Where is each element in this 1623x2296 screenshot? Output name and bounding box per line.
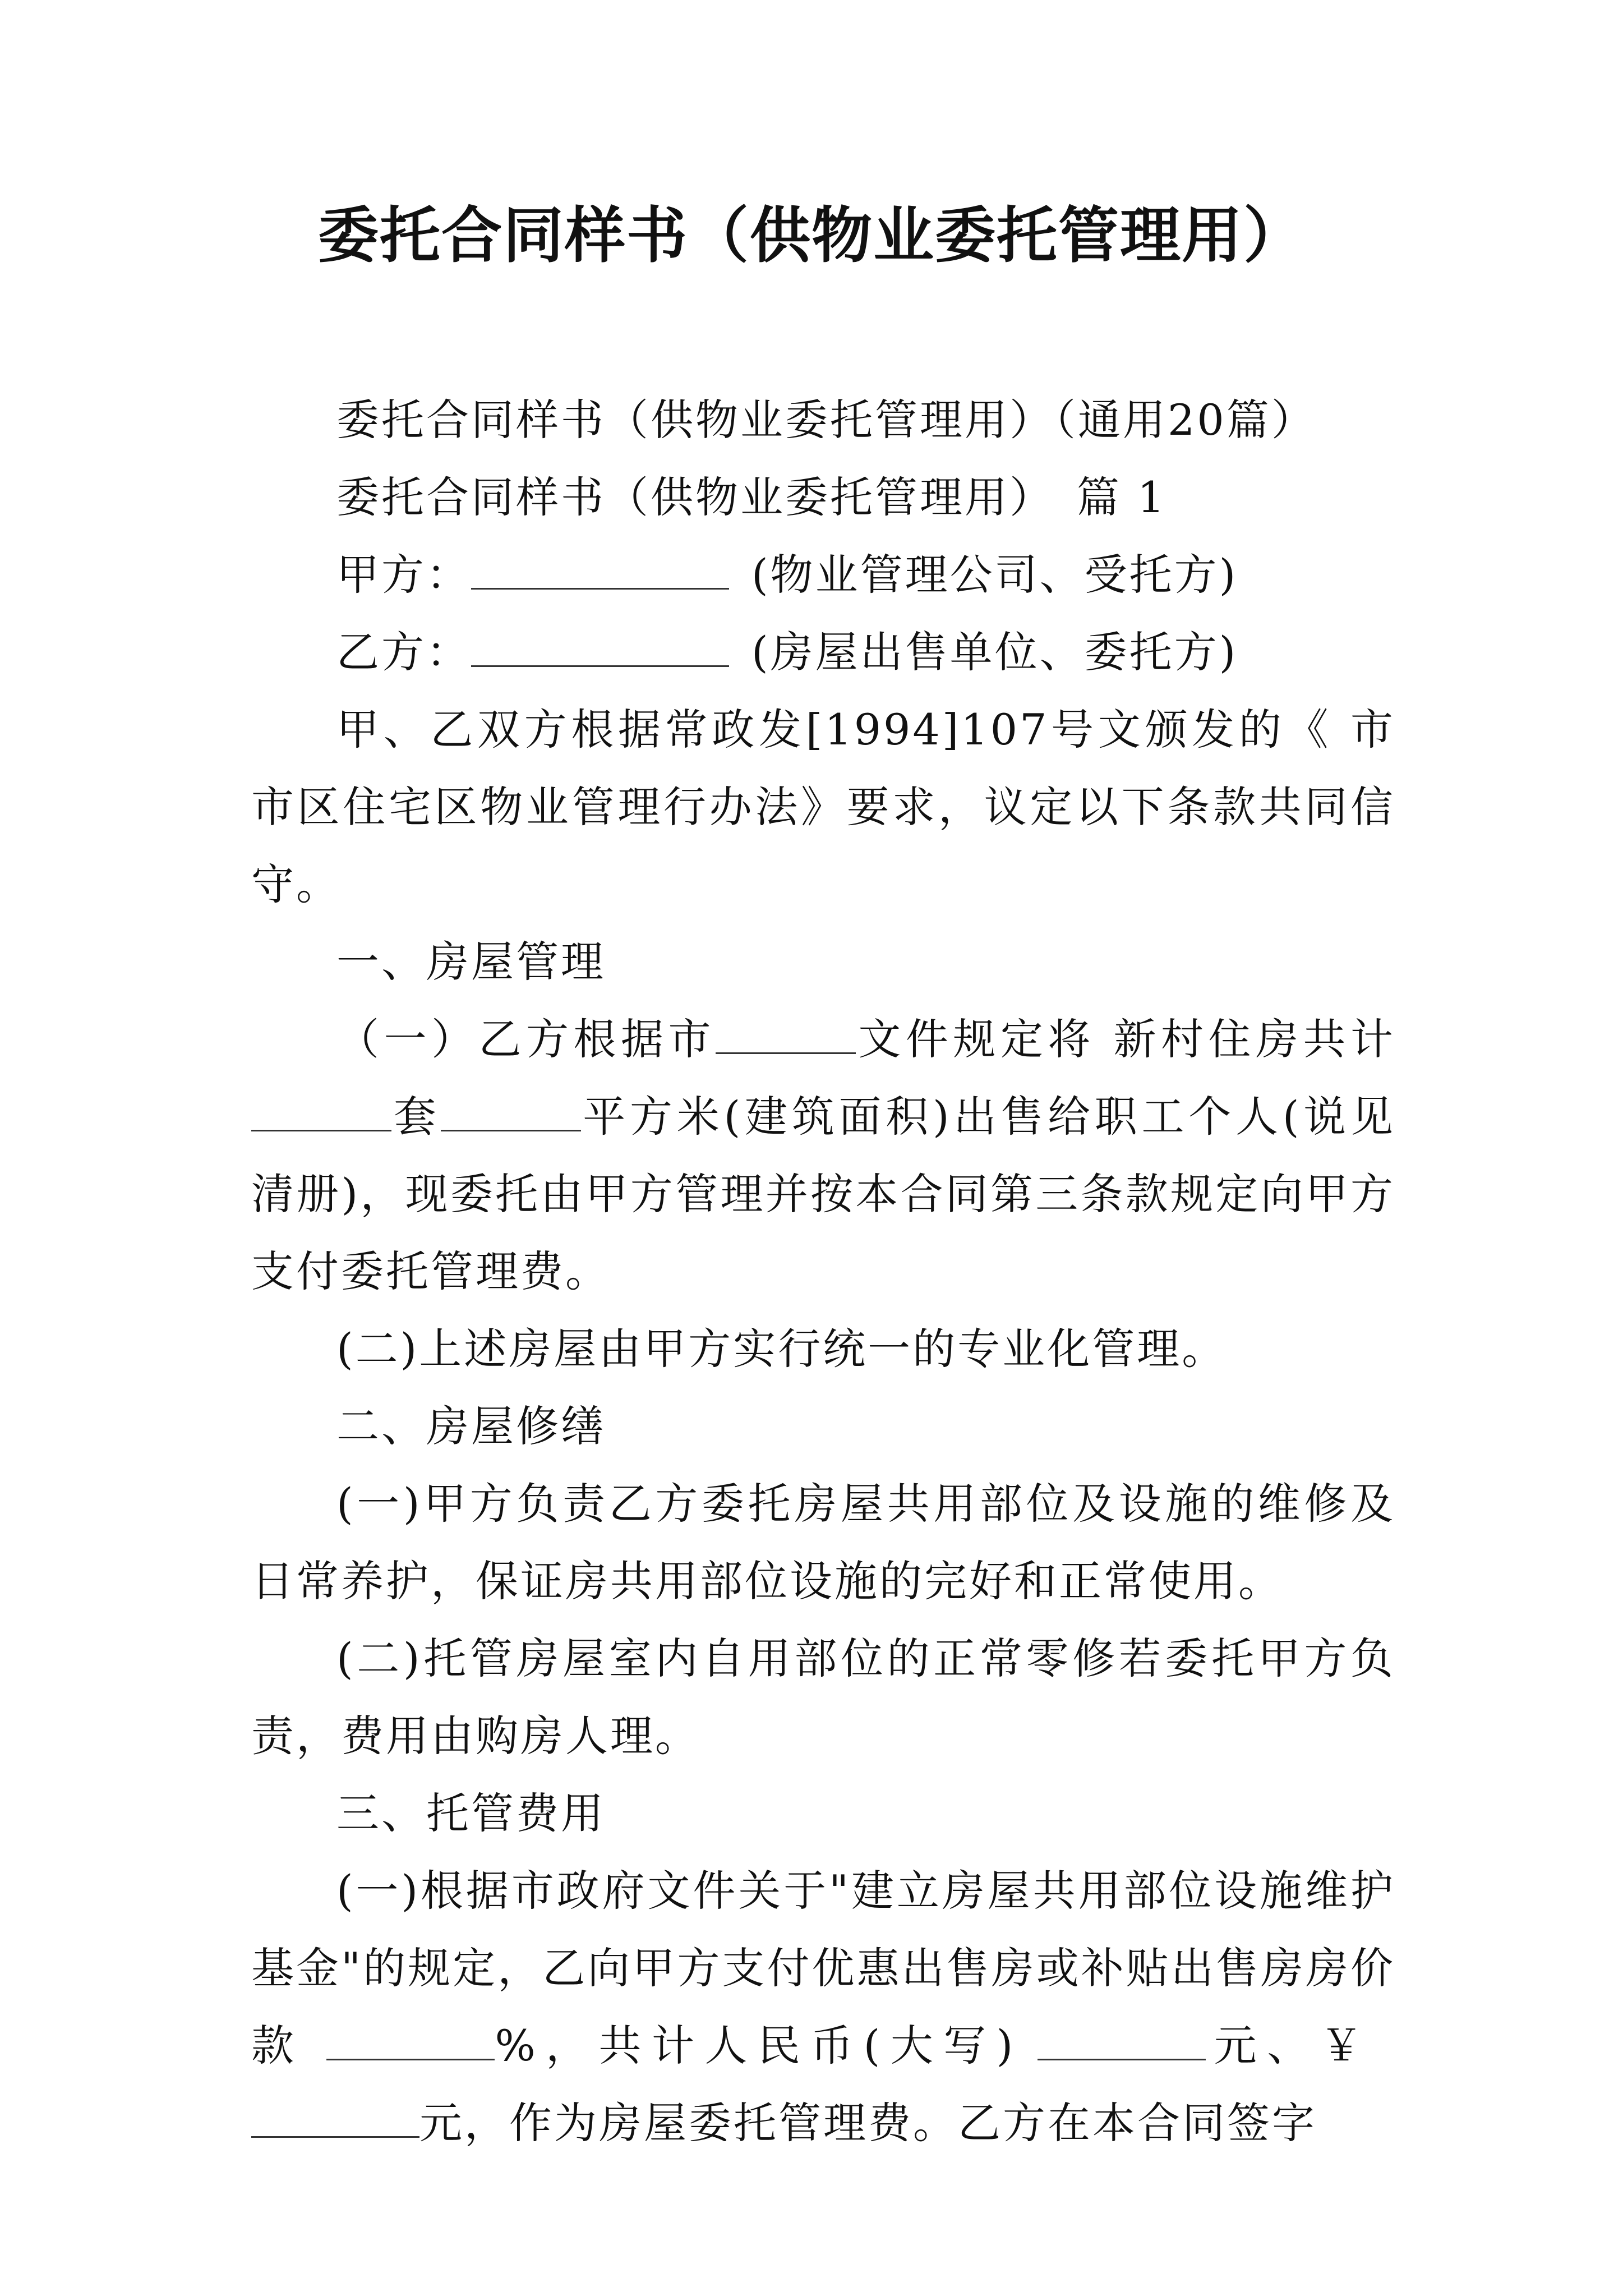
party-b-label: 乙方：: [336, 627, 471, 677]
heading-all: 委托合同样书（供物业委托管理用）（通用20篇）: [336, 395, 1316, 445]
section-1-title: 一、房屋管理: [336, 937, 606, 987]
party-a-label: 甲方：: [336, 550, 471, 600]
sec1-p1-text-b: 文件规定将 新村住房共计: [855, 1014, 1395, 1064]
party-b-blank: [471, 626, 729, 667]
section-2-paragraph-1: (一)甲方负责乙方委托房屋共用部位及设施的维修及日常养护，保证房共用部位设施的完好和正常使用。: [251, 1479, 1395, 1606]
amount-words-blank: [1038, 2019, 1206, 2060]
city-blank: [716, 1013, 856, 1054]
party-b-line: [251, 614, 1395, 691]
area-blank: [441, 1091, 581, 1131]
intro-paragraph: 甲、乙双方根据常政发[1994]107号文颁发的《 市市区住宅区物业管理行办法》要求，议定以下条款共同信守。: [251, 705, 1395, 909]
section-1-paragraph-2: (二)上述房屋由甲方实行统一的专业化管理。: [336, 1324, 1227, 1374]
party-a-blank: [471, 549, 729, 590]
section-1-paragraph-1: [251, 1001, 1395, 1310]
currency-symbol: ￥: [1320, 2021, 1373, 2070]
document-title: 委托合同样书（供物业委托管理用）: [317, 200, 1305, 271]
party-a-role: (物业管理公司、受托方): [751, 550, 1238, 600]
party-a-line: [251, 536, 1395, 614]
section-3-paragraph-1: [251, 1852, 1395, 2162]
sec3-p1-text-b: %，共计人民币(大写): [495, 2021, 1016, 2070]
heading-part: [251, 459, 1395, 536]
section-2-paragraph-2: (二)托管房屋室内自用部位的正常零修若委托甲方负责，费用由购房人理。: [251, 1634, 1395, 1761]
section-3-title: 三、托管费用: [336, 1788, 606, 1838]
section-2-title: 二、房屋修缮: [336, 1401, 606, 1451]
sec1-p1-text-a: （一）乙方根据市: [336, 1014, 716, 1064]
sec1-p1-text-d: 平方米(建筑面积)出售给职工个人(说见清册)，现委托由甲方管理并按本合同第三条款规定向甲方支付委托管理费。: [251, 1092, 1396, 1296]
sec3-p1-text-c: 元、: [1206, 2021, 1320, 2070]
sec3-p1-text-e: 元，作为房屋委托管理费。乙方在本合同签字: [419, 2098, 1317, 2148]
unit-count-blank: [251, 1091, 391, 1131]
part-label: 篇 1: [1077, 472, 1167, 522]
amount-figures-blank: [251, 2097, 419, 2138]
heading-part-title: 委托合同样书（供物业委托管理用）: [336, 472, 1054, 522]
percent-blank: [326, 2019, 495, 2060]
party-b-role: (房屋出售单位、委托方): [751, 627, 1238, 677]
sec3-p1-text-a: (一)根据市政府文件关于"建立房屋共用部位设施维护基金"的规定，乙向甲方支付优惠出售房或补贴出售房房价款: [251, 1866, 1395, 2070]
document-body: [251, 381, 1395, 2162]
sec1-p1-text-c: 套: [391, 1092, 441, 1142]
